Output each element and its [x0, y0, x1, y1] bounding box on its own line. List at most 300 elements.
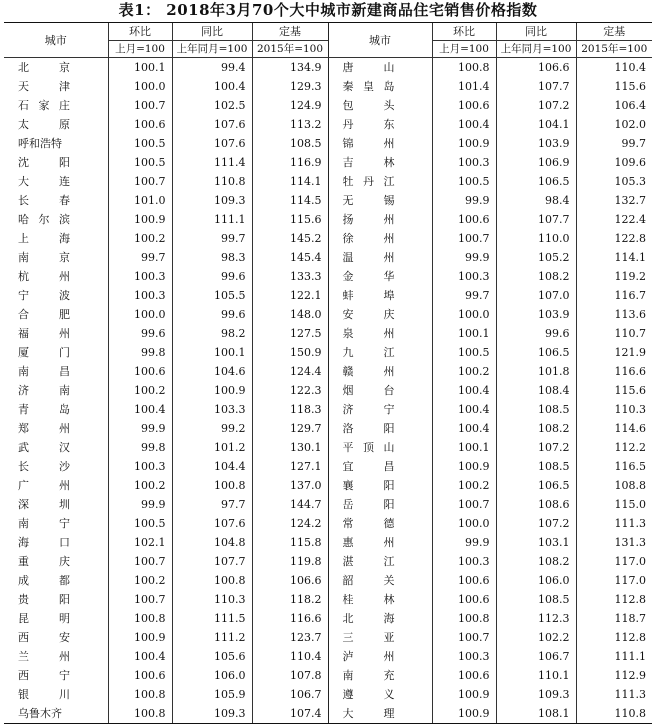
yoy-value-left: 111.1: [172, 210, 252, 229]
mom-value-left: 100.3: [108, 457, 172, 476]
header-mom-base-right: 上月=100: [432, 41, 496, 58]
header-mom-left: 环比: [108, 23, 172, 41]
city-cell-right: [328, 305, 432, 324]
fixed-value-left: 127.5: [252, 324, 328, 343]
city-cell-left: [4, 419, 108, 438]
city-cell-right: [328, 666, 432, 685]
city-name: 银川: [18, 688, 70, 701]
city-cell-right: [328, 172, 432, 191]
yoy-value-right: 107.2: [496, 438, 576, 457]
city-cell-left: [4, 229, 108, 248]
fixed-value-left: 130.1: [252, 438, 328, 457]
city-cell-left: [4, 210, 108, 229]
mom-value-right: 100.4: [432, 115, 496, 134]
table-row: [4, 704, 652, 724]
mom-value-right: 100.1: [432, 324, 496, 343]
city-name: 西安: [18, 631, 70, 644]
mom-value-right: 101.4: [432, 77, 496, 96]
city-cell-left: [4, 685, 108, 704]
yoy-value-left: 110.3: [172, 590, 252, 609]
city-name: 济宁: [342, 403, 395, 416]
table-row: [4, 229, 652, 248]
mom-value-left: 101.0: [108, 191, 172, 210]
city-cell-right: [328, 267, 432, 286]
yoy-value-right: 105.2: [496, 248, 576, 267]
table-row: [4, 191, 652, 210]
fixed-value-left: 113.2: [252, 115, 328, 134]
city-name: 扬州: [342, 213, 395, 226]
mom-value-left: 100.0: [108, 305, 172, 324]
yoy-value-right: 103.1: [496, 533, 576, 552]
header-mom-right: 环比: [432, 23, 496, 41]
fixed-value-right: 132.7: [576, 191, 652, 210]
table-row: [4, 324, 652, 343]
yoy-value-left: 110.8: [172, 172, 252, 191]
yoy-value-left: 107.7: [172, 552, 252, 571]
mom-value-right: 100.9: [432, 457, 496, 476]
mom-value-right: 100.5: [432, 343, 496, 362]
table-row: [4, 134, 652, 153]
city-name: 宁波: [18, 289, 70, 302]
fixed-value-left: 108.5: [252, 134, 328, 153]
city-name: 泸州: [342, 650, 395, 663]
mom-value-left: 100.7: [108, 552, 172, 571]
yoy-value-right: 98.4: [496, 191, 576, 210]
city-cell-right: [328, 533, 432, 552]
fixed-value-left: 127.1: [252, 457, 328, 476]
city-name: 泉州: [342, 327, 395, 340]
city-cell-left: [4, 96, 108, 115]
city-name: 海口: [18, 536, 70, 549]
fixed-value-right: 115.6: [576, 77, 652, 96]
fixed-value-left: 110.4: [252, 647, 328, 666]
yoy-value-left: 111.4: [172, 153, 252, 172]
yoy-value-right: 112.3: [496, 609, 576, 628]
table-row: [4, 685, 652, 704]
city-cell-left: [4, 267, 108, 286]
yoy-value-left: 107.6: [172, 134, 252, 153]
city-name: 贵阳: [18, 593, 70, 606]
mom-value-right: 100.7: [432, 495, 496, 514]
table-row: [4, 286, 652, 305]
mom-value-left: 100.1: [108, 58, 172, 78]
mom-value-right: 100.9: [432, 134, 496, 153]
fixed-value-right: 122.4: [576, 210, 652, 229]
city-name: 合肥: [18, 308, 70, 321]
fixed-value-right: 121.9: [576, 343, 652, 362]
mom-value-right: 99.9: [432, 191, 496, 210]
fixed-value-right: 108.8: [576, 476, 652, 495]
fixed-value-left: 114.1: [252, 172, 328, 191]
city-cell-right: [328, 419, 432, 438]
yoy-value-left: 111.5: [172, 609, 252, 628]
table-header: [4, 23, 652, 58]
yoy-value-right: 110.0: [496, 229, 576, 248]
city-name: 乌鲁木齐: [18, 707, 62, 720]
header-yoy-base-right: 上年同月=100: [496, 41, 576, 58]
mom-value-left: 100.7: [108, 96, 172, 115]
table-row: [4, 58, 652, 78]
city-cell-left: [4, 647, 108, 666]
city-name: 安庆: [342, 308, 395, 321]
city-cell-left: [4, 191, 108, 210]
city-name: 深圳: [18, 498, 70, 511]
city-name: 烟台: [342, 384, 395, 397]
table-row: [4, 248, 652, 267]
city-cell-left: [4, 248, 108, 267]
yoy-value-right: 110.1: [496, 666, 576, 685]
fixed-value-right: 105.3: [576, 172, 652, 191]
city-cell-right: [328, 438, 432, 457]
yoy-value-right: 108.2: [496, 552, 576, 571]
city-name: 三亚: [342, 631, 395, 644]
city-cell-left: [4, 77, 108, 96]
city-cell-left: [4, 381, 108, 400]
fixed-value-left: 116.9: [252, 153, 328, 172]
yoy-value-left: 100.8: [172, 476, 252, 495]
mom-value-left: 99.8: [108, 438, 172, 457]
city-cell-right: [328, 210, 432, 229]
city-cell-right: [328, 704, 432, 724]
city-name: 湛江: [342, 555, 395, 568]
fixed-value-left: 129.7: [252, 419, 328, 438]
fixed-value-left: 118.2: [252, 590, 328, 609]
mom-value-left: 99.6: [108, 324, 172, 343]
city-cell-left: [4, 533, 108, 552]
city-cell-left: [4, 495, 108, 514]
fixed-value-right: 111.1: [576, 647, 652, 666]
fixed-value-right: 106.4: [576, 96, 652, 115]
city-cell-right: [328, 324, 432, 343]
table-row: [4, 400, 652, 419]
city-name: 丹东: [342, 118, 395, 131]
fixed-value-left: 115.8: [252, 533, 328, 552]
city-cell-left: [4, 666, 108, 685]
header-yoy-base-left: 上年同月=100: [172, 41, 252, 58]
header-fixed-right: 定基: [576, 23, 652, 41]
fixed-value-left: 114.5: [252, 191, 328, 210]
city-cell-right: [328, 457, 432, 476]
fixed-value-left: 119.8: [252, 552, 328, 571]
city-cell-right: [328, 96, 432, 115]
mom-value-left: 100.0: [108, 77, 172, 96]
city-name: 昆明: [18, 612, 70, 625]
city-cell-left: [4, 438, 108, 457]
fixed-value-left: 122.1: [252, 286, 328, 305]
city-cell-left: [4, 590, 108, 609]
city-name: 南宁: [18, 517, 70, 530]
fixed-value-left: 124.9: [252, 96, 328, 115]
header-fixed-base-left: 2015年=100: [252, 41, 328, 58]
header-city-left: 城市: [4, 23, 108, 58]
mom-value-left: 100.8: [108, 704, 172, 724]
city-name: 南充: [342, 669, 395, 682]
yoy-value-left: 100.4: [172, 77, 252, 96]
yoy-value-right: 99.6: [496, 324, 576, 343]
city-name: 成都: [18, 574, 70, 587]
yoy-value-right: 106.5: [496, 343, 576, 362]
city-cell-right: [328, 191, 432, 210]
city-cell-right: [328, 58, 432, 78]
city-cell-left: [4, 571, 108, 590]
mom-value-left: 99.7: [108, 248, 172, 267]
city-name: 无锡: [342, 194, 395, 207]
city-cell-left: [4, 609, 108, 628]
city-name: 杭州: [18, 270, 70, 283]
table-row: [4, 305, 652, 324]
fixed-value-left: 123.7: [252, 628, 328, 647]
city-name: 青岛: [18, 403, 70, 416]
city-name: 温州: [342, 251, 395, 264]
mom-value-right: 100.3: [432, 153, 496, 172]
city-cell-left: [4, 134, 108, 153]
yoy-value-left: 100.1: [172, 343, 252, 362]
yoy-value-left: 107.6: [172, 115, 252, 134]
yoy-value-left: 105.6: [172, 647, 252, 666]
yoy-value-left: 102.5: [172, 96, 252, 115]
city-name: 广州: [18, 479, 70, 492]
city-cell-left: [4, 362, 108, 381]
mom-value-right: 100.7: [432, 229, 496, 248]
yoy-value-right: 108.5: [496, 590, 576, 609]
mom-value-right: 100.7: [432, 628, 496, 647]
yoy-value-left: 107.6: [172, 514, 252, 533]
city-name: 岳阳: [342, 498, 395, 511]
city-cell-right: [328, 590, 432, 609]
city-name: 福州: [18, 327, 70, 340]
fixed-value-right: 117.0: [576, 571, 652, 590]
city-name: 南京: [18, 251, 70, 264]
mom-value-right: 100.1: [432, 438, 496, 457]
city-name: 九江: [342, 346, 395, 359]
city-name: 沈阳: [18, 156, 70, 169]
city-cell-left: [4, 324, 108, 343]
fixed-value-left: 145.4: [252, 248, 328, 267]
table-row: [4, 267, 652, 286]
mom-value-right: 100.9: [432, 685, 496, 704]
yoy-value-left: 97.7: [172, 495, 252, 514]
table-row: [4, 666, 652, 685]
city-name: 赣州: [342, 365, 395, 378]
header-fixed-left: 定基: [252, 23, 328, 41]
city-cell-right: [328, 685, 432, 704]
fixed-value-right: 110.3: [576, 400, 652, 419]
mom-value-left: 99.8: [108, 343, 172, 362]
mom-value-left: 100.5: [108, 153, 172, 172]
city-cell-right: [328, 514, 432, 533]
mom-value-left: 100.7: [108, 172, 172, 191]
yoy-value-right: 108.6: [496, 495, 576, 514]
city-cell-left: [4, 628, 108, 647]
city-name: 太原: [18, 118, 70, 131]
yoy-value-left: 99.2: [172, 419, 252, 438]
yoy-value-left: 100.9: [172, 381, 252, 400]
yoy-value-left: 99.6: [172, 305, 252, 324]
city-cell-right: [328, 647, 432, 666]
fixed-value-left: 122.3: [252, 381, 328, 400]
city-name: 常德: [342, 517, 395, 530]
city-cell-left: [4, 704, 108, 724]
yoy-value-right: 108.5: [496, 400, 576, 419]
city-cell-right: [328, 495, 432, 514]
fixed-value-left: 144.7: [252, 495, 328, 514]
table-row: [4, 96, 652, 115]
yoy-value-left: 100.8: [172, 571, 252, 590]
table-row: [4, 210, 652, 229]
yoy-value-right: 103.9: [496, 134, 576, 153]
yoy-value-right: 108.2: [496, 267, 576, 286]
city-name: 蚌埠: [342, 289, 395, 302]
fixed-value-left: 115.6: [252, 210, 328, 229]
city-name: 北京: [18, 61, 70, 74]
table-row: [4, 419, 652, 438]
city-name: 上海: [18, 232, 70, 245]
mom-value-right: 100.6: [432, 96, 496, 115]
city-name: 包头: [342, 99, 395, 112]
mom-value-left: 100.9: [108, 210, 172, 229]
city-cell-left: [4, 153, 108, 172]
fixed-value-left: 107.4: [252, 704, 328, 724]
mom-value-right: 100.6: [432, 666, 496, 685]
table-row: [4, 647, 652, 666]
yoy-value-right: 107.7: [496, 77, 576, 96]
city-cell-right: [328, 343, 432, 362]
city-name: 北海: [342, 612, 395, 625]
yoy-value-right: 108.5: [496, 457, 576, 476]
mom-value-right: 99.7: [432, 286, 496, 305]
fixed-value-right: 116.7: [576, 286, 652, 305]
city-cell-left: [4, 457, 108, 476]
city-name: 韶关: [342, 574, 395, 587]
city-cell-right: [328, 229, 432, 248]
yoy-value-right: 107.2: [496, 96, 576, 115]
city-name: 秦皇岛: [342, 80, 395, 93]
city-name: 天津: [18, 80, 70, 93]
mom-value-left: 100.2: [108, 571, 172, 590]
header-row-main: [4, 23, 652, 41]
mom-value-right: 100.4: [432, 400, 496, 419]
city-cell-left: [4, 58, 108, 78]
table-row: [4, 609, 652, 628]
city-name: 厦门: [18, 346, 70, 359]
fixed-value-left: 107.8: [252, 666, 328, 685]
city-cell-left: [4, 172, 108, 191]
fixed-value-right: 117.0: [576, 552, 652, 571]
mom-value-left: 100.3: [108, 286, 172, 305]
mom-value-right: 99.9: [432, 248, 496, 267]
table-row: [4, 381, 652, 400]
table-row: [4, 457, 652, 476]
yoy-value-right: 106.7: [496, 647, 576, 666]
city-cell-left: [4, 552, 108, 571]
fixed-value-left: 124.2: [252, 514, 328, 533]
city-name: 长沙: [18, 460, 70, 473]
yoy-value-left: 101.2: [172, 438, 252, 457]
mom-value-right: 100.2: [432, 476, 496, 495]
fixed-value-right: 131.3: [576, 533, 652, 552]
fixed-value-left: 106.6: [252, 571, 328, 590]
yoy-value-left: 104.6: [172, 362, 252, 381]
yoy-value-right: 107.2: [496, 514, 576, 533]
mom-value-left: 100.4: [108, 400, 172, 419]
mom-value-left: 100.9: [108, 628, 172, 647]
city-name: 石家庄: [18, 99, 70, 112]
mom-value-left: 100.4: [108, 647, 172, 666]
city-cell-left: [4, 286, 108, 305]
fixed-value-left: 134.9: [252, 58, 328, 78]
city-cell-left: [4, 476, 108, 495]
yoy-value-left: 105.5: [172, 286, 252, 305]
mom-value-left: 100.6: [108, 666, 172, 685]
yoy-value-right: 107.0: [496, 286, 576, 305]
fixed-value-left: 133.3: [252, 267, 328, 286]
mom-value-left: 100.6: [108, 362, 172, 381]
city-name: 郑州: [18, 422, 70, 435]
fixed-value-left: 145.2: [252, 229, 328, 248]
fixed-value-right: 114.1: [576, 248, 652, 267]
table-row: [4, 343, 652, 362]
fixed-value-right: 115.6: [576, 381, 652, 400]
mom-value-left: 100.8: [108, 609, 172, 628]
yoy-value-left: 99.6: [172, 267, 252, 286]
yoy-value-left: 105.9: [172, 685, 252, 704]
city-name: 唐山: [342, 61, 395, 74]
city-name: 哈尔滨: [18, 213, 70, 226]
mom-value-left: 100.6: [108, 115, 172, 134]
document-title: 表1： 2018年3月70个大中城市新建商品住宅销售价格指数: [118, 1, 538, 19]
yoy-value-left: 98.3: [172, 248, 252, 267]
table-body: [4, 58, 652, 724]
yoy-value-left: 109.3: [172, 191, 252, 210]
yoy-value-left: 99.4: [172, 58, 252, 78]
fixed-value-right: 102.0: [576, 115, 652, 134]
price-index-table: [4, 22, 652, 724]
fixed-value-right: 115.0: [576, 495, 652, 514]
header-fixed-base-right: 2015年=100: [576, 41, 652, 58]
mom-value-right: 100.2: [432, 362, 496, 381]
fixed-value-right: 116.6: [576, 362, 652, 381]
table-row: [4, 172, 652, 191]
city-cell-left: [4, 305, 108, 324]
mom-value-right: 100.5: [432, 172, 496, 191]
city-cell-right: [328, 552, 432, 571]
city-cell-right: [328, 571, 432, 590]
city-name: 遵义: [342, 688, 395, 701]
fixed-value-right: 109.6: [576, 153, 652, 172]
city-cell-right: [328, 286, 432, 305]
mom-value-left: 100.5: [108, 514, 172, 533]
city-name: 呼和浩特: [18, 137, 62, 150]
fixed-value-right: 118.7: [576, 609, 652, 628]
fixed-value-left: 106.7: [252, 685, 328, 704]
yoy-value-right: 106.5: [496, 476, 576, 495]
city-cell-left: [4, 115, 108, 134]
city-name: 大理: [342, 707, 395, 720]
fixed-value-right: 112.2: [576, 438, 652, 457]
city-name: 兰州: [18, 650, 70, 663]
yoy-value-left: 104.4: [172, 457, 252, 476]
yoy-value-right: 102.2: [496, 628, 576, 647]
yoy-value-left: 99.7: [172, 229, 252, 248]
mom-value-left: 99.9: [108, 419, 172, 438]
fixed-value-right: 112.8: [576, 590, 652, 609]
mom-value-right: 100.0: [432, 514, 496, 533]
table-row: [4, 514, 652, 533]
yoy-value-right: 106.6: [496, 58, 576, 78]
fixed-value-left: 150.9: [252, 343, 328, 362]
fixed-value-left: 124.4: [252, 362, 328, 381]
fixed-value-right: 99.7: [576, 134, 652, 153]
